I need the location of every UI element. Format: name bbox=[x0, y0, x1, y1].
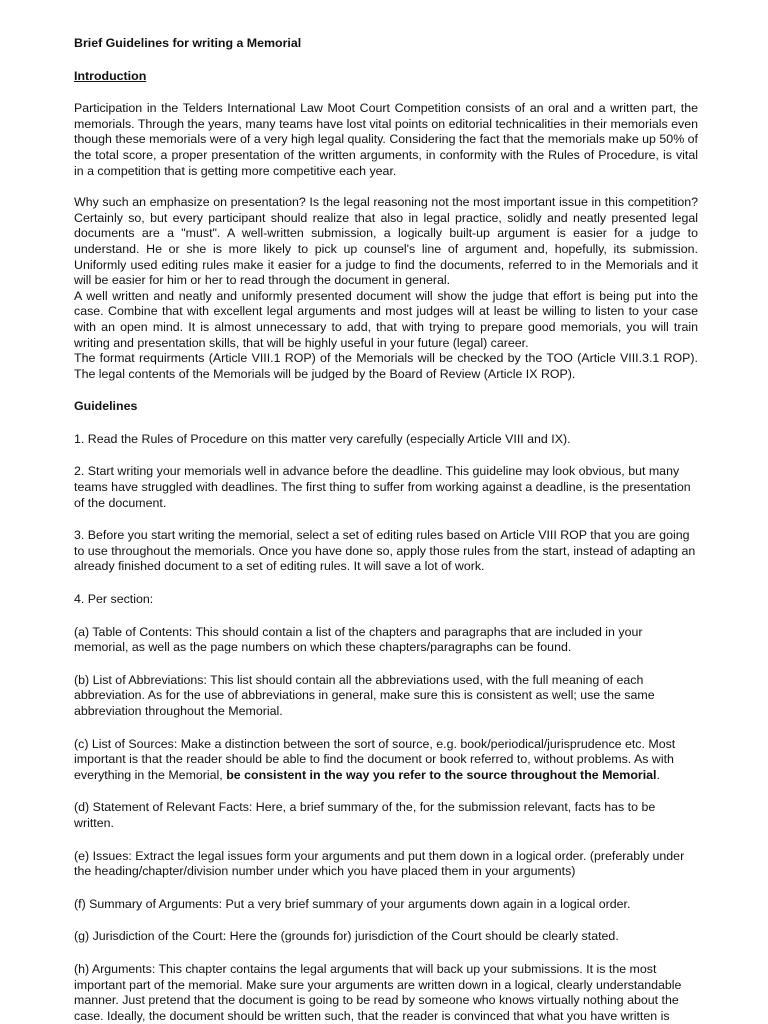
guideline-1: 1. Read the Rules of Procedure on this matter very carefully (especially Article VIII and IX). bbox=[74, 431, 571, 446]
section-c-list-of-sources bbox=[74, 737, 698, 784]
section-h-arguments: (h) Arguments: This chapter contains the legal arguments that will back up your submissions. It is the most important part of the memorial. Make sure your arguments are written down in a logical, clearly understandable manner. Just pretend that the document is going to be read by someone who knows virtually nothing about the case. Ideally, the document should be written such, that the reader is convinced that what you have written is bbox=[74, 961, 682, 1023]
section-c-emphasis: be consistent in the way you refer to the source throughout the Memorial bbox=[226, 767, 657, 782]
intro-paragraph-3: A well written and neatly and uniformly presented document will show the judge that effort is being put into the case. Combine that with excellent legal arguments and most judges will at least be willing to listen to your case with an open mind. It is almost unnecessary to add, that with trying to prepare good memorials, you will train writing and presentation skills, that will be highly useful in your future (legal) career. bbox=[74, 288, 698, 350]
section-b-list-of-abbreviations: (b) List of Abbreviations: This list should contain all the abbreviations used, with the full meaning of each abbreviation. As for the use of abbreviations in general, make sure this is consistent as well; use the same abbreviation throughout the Memorial. bbox=[74, 672, 655, 718]
section-g-jurisdiction: (g) Jurisdiction of the Court: Here the (grounds for) jurisdiction of the Court should be clearly stated. bbox=[74, 929, 619, 944]
section-a-table-of-contents: (a) Table of Contents: This should contain a list of the chapters and paragraphs that are included in your memorial, as well as the page numbers on which these chapters/paragraphs can be found. bbox=[74, 624, 643, 655]
document-page bbox=[74, 36, 698, 1024]
guideline-2: 2. Start writing your memorials well in advance before the deadline. This guideline may look obvious, but many teams have struggled with deadlines. The first thing to suffer from working against a deadline, is the presentation of the document. bbox=[74, 464, 691, 510]
guideline-4: 4. Per section: bbox=[74, 592, 154, 607]
section-c-end: . bbox=[656, 767, 660, 782]
section-e-issues: (e) Issues: Extract the legal issues form your arguments and put them down in a logical order. (preferably under the heading/chapter/division number under which you have placed them in your arguments) bbox=[74, 848, 685, 879]
introduction-heading: Introduction bbox=[74, 68, 147, 83]
guideline-3: 3. Before you start writing the memorial, select a set of editing rules based on Article VIII ROP that you are going to use throughout the memorials. Once you have done so, apply those rules from the start, instead of adapting an already finished document to a set of editing rules. It will save a lot of work. bbox=[74, 528, 696, 574]
section-f-summary-of-arguments: (f) Summary of Arguments: Put a very brief summary of your arguments down again in a logical order. bbox=[74, 896, 631, 911]
document-title: Brief Guidelines for writing a Memorial bbox=[74, 36, 302, 50]
intro-paragraph-1: Participation in the Telders International Law Moot Court Competition consists of an oral and a written part, the memorials. Through the years, many teams have lost vital points on editorial technicalities in their memorials even though these memorials were of a very high legal quality. Considering the fact that the memorials make up 50% of the total score, a proper presentation of the written arguments, in conformity with the Rules of Procedure, is vital in a competition that is getting more competitive each year. bbox=[74, 101, 698, 178]
section-d-statement-of-facts: (d) Statement of Relevant Facts: Here, a brief summary of the, for the submission relevant, facts has to be written. bbox=[74, 800, 656, 830]
section-c-text: (c) List of Sources: Make a distinction between the sort of source, e.g. book/periodical/jurisprudence etc. Most important is that the reader should be able to find the document or book referred to, without problems. As with everything in the Memorial, bbox=[74, 736, 676, 782]
guidelines-heading: Guidelines bbox=[74, 399, 138, 414]
intro-paragraph-2: Why such an emphasize on presentation? Is the legal reasoning not the most important issue in this competition? Certainly so, but every participant should realize that also in legal practice, solidly and neatly presented legal documents are a "must". A well-written submission, a logically built-up argument is easier for a judge to understand. He or she is more likely to pick up counsel's line of argument and, hopefully, its submission. Uniformly used editing rules make it easier for a judge to find the documents, referred to in the Memorials and it will be easier for him or her to read through the document in general. bbox=[74, 195, 698, 288]
intro-paragraph-4: The format requirments (Article VIII.1 ROP) of the Memorials will be checked by the TOO (Article VIII.3.1 ROP). The legal contents of the Memorials will be judged by the Board of Review (Article IX ROP). bbox=[74, 351, 698, 381]
